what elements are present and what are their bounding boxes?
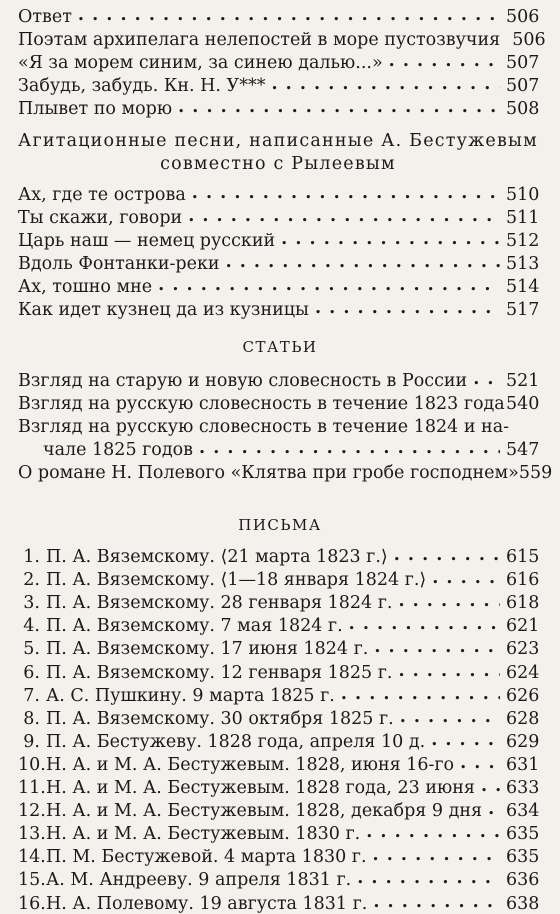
leader-dots: [192, 181, 500, 205]
entry-title-text: Н. А. Полевому. 19 августа 1831 г.: [46, 893, 368, 914]
toc-entry: [18, 390, 538, 414]
entry-page: 513: [506, 254, 540, 274]
entry-page: 624: [506, 662, 540, 683]
entry-number: 14.: [18, 847, 46, 868]
entry-page: 636: [506, 870, 540, 891]
entry-title: Взгляд на старую и новую словесность в России: [18, 371, 468, 391]
entry-page: 626: [506, 685, 540, 706]
entry-page: 507: [506, 76, 540, 96]
leader-dots: [226, 250, 500, 274]
entry-title: [18, 593, 392, 613]
entry-number: 10.: [18, 754, 46, 775]
letter-entry: [18, 728, 538, 752]
entry-number: 1.: [23, 547, 40, 567]
entry-page: 514: [506, 277, 540, 297]
entry-page: 629: [506, 731, 540, 752]
entry-number: 11.: [18, 778, 46, 798]
entry-number: 13.: [18, 824, 46, 845]
leader-dots: [357, 866, 500, 890]
entry-page: 547: [506, 440, 540, 460]
entry-title: [18, 616, 343, 636]
entry-title: [18, 686, 335, 706]
entry-title-text: П. А. Вяземскому. 30 октября 1825 г.: [46, 708, 394, 729]
entry-title: [18, 778, 475, 798]
toc-entry: [18, 49, 538, 73]
entry-page: 540: [506, 394, 540, 414]
entry-title: [18, 570, 426, 590]
letter-entry: [18, 566, 538, 590]
entry-number: 16.: [18, 893, 46, 914]
entry-title: О романе Н. Полевого «Клятва при гробе господнем»: [18, 463, 519, 483]
entry-title-text: П. М. Бестужевой. 4 марта 1830 г.: [46, 847, 367, 868]
entry-number: 12.: [18, 801, 46, 822]
leader-dots: [373, 843, 500, 867]
entry-page: 521: [506, 371, 540, 391]
entry-title-text: П. А. Вяземскому. 28 генваря 1824 г.: [46, 593, 393, 614]
leader-dots: [398, 659, 500, 683]
entry-title: Плывет по морю: [18, 99, 173, 119]
toc-entry: [18, 181, 538, 205]
leader-dots: [188, 204, 500, 228]
leader-dots: [341, 682, 500, 706]
entry-title-text: П. А. Вяземскому. 17 июня 1824 г.: [46, 639, 369, 660]
entry-page: 628: [506, 708, 540, 729]
entry-page: 631: [506, 754, 540, 775]
entry-page: 517: [506, 300, 540, 320]
entry-title-text: П. А. Вяземскому. 12 генваря 1825 г.: [46, 662, 393, 683]
leader-dots: [398, 589, 500, 613]
entry-page: 635: [506, 824, 540, 845]
leader-dots: [78, 3, 500, 27]
leader-dots: [178, 95, 500, 119]
entry-page: 559: [518, 463, 553, 483]
section-heading-line2: совместно с Рылеевым: [160, 154, 396, 174]
entry-title: [18, 547, 388, 567]
entry-number: 4.: [23, 616, 40, 637]
letter-entry: [18, 890, 538, 914]
entry-title: Взгляд на русскую словесность в течение 1824 и на-: [18, 417, 510, 437]
leader-dots: [394, 543, 500, 567]
letter-entry: [18, 589, 538, 613]
entry-number: 3.: [23, 593, 40, 614]
entry-number: 2.: [23, 570, 40, 591]
entry-number: 8.: [23, 708, 40, 729]
toc-entry: [18, 459, 553, 483]
entry-title: [18, 870, 351, 890]
entry-page: 510: [506, 185, 540, 205]
entry-page: 621: [506, 616, 540, 637]
letter-entry: [18, 659, 538, 683]
entry-page: 623: [506, 639, 540, 660]
leader-dots: [432, 566, 500, 590]
entry-title-text: Н. А. и М. А. Бестужевым. 1830 г.: [46, 824, 361, 845]
leader-dots: [389, 49, 500, 73]
entry-title: Ответ: [18, 7, 72, 27]
entry-title-text: П. А. Вяземскому. ⟨21 марта 1823 г.⟩: [46, 547, 388, 567]
toc-entry: [18, 413, 538, 437]
entry-number: 6.: [23, 662, 40, 683]
leader-dots: [488, 797, 500, 821]
entry-title: чале 1825 годов: [43, 440, 194, 460]
entry-number: 5.: [23, 639, 40, 660]
entry-page: 508: [506, 99, 540, 119]
letter-entry: [18, 820, 538, 844]
letter-entry: [18, 682, 538, 706]
toc-entry: [18, 72, 538, 96]
entry-title-text: Н. А. и М. А. Бестужевым. 1828, декабря 9 дня: [46, 801, 483, 822]
entry-title: Ты скажи, говори: [18, 208, 183, 228]
entry-title-text: А. С. Пушкину. 9 марта 1825 г.: [46, 685, 335, 706]
entry-title-text: А. М. Андрееву. 9 апреля 1831 г.: [46, 870, 352, 891]
letter-entry: [18, 866, 538, 890]
entry-page: 506: [506, 7, 540, 27]
letter-entry: [18, 774, 538, 798]
entry-number: 7.: [23, 685, 40, 706]
letter-entry: [18, 635, 538, 659]
entry-title: [18, 755, 454, 775]
leader-dots: [158, 273, 500, 297]
toc-entry: [18, 3, 538, 27]
leader-dots: [199, 436, 500, 460]
toc-entry: [18, 273, 538, 297]
letter-entry: [18, 843, 538, 867]
entry-title: Забудь, забудь. Кн. Н. У***: [18, 76, 266, 96]
entry-title: [18, 732, 425, 752]
letters-heading: ПИСЬМА: [238, 516, 322, 534]
entry-title-text: Н. А. и М. А. Бестужевым. 1828 года, 23 июня: [46, 778, 475, 798]
entry-title: Поэтам архипелага нелепостей в море пустозвучия: [18, 30, 501, 50]
entry-page: 615: [506, 547, 540, 567]
entry-title: «Я за морем синим, за синею далью...»: [18, 53, 383, 73]
leader-dots: [481, 774, 500, 798]
letter-entry: [18, 751, 538, 775]
letter-entry: [18, 612, 538, 636]
entry-page: 511: [506, 208, 540, 228]
entry-title-text: П. А. Вяземскому. 7 мая 1824 г.: [46, 616, 343, 637]
entry-page: 512: [506, 231, 540, 251]
entry-page: 507: [506, 53, 540, 73]
entry-page: 635: [506, 847, 540, 868]
leader-dots: [281, 227, 500, 251]
entry-page: 634: [506, 801, 540, 822]
section-heading-line1: Агитационные песни, написанные А. Бестужевым: [18, 131, 538, 151]
entry-page: 616: [506, 570, 540, 591]
leader-dots: [271, 72, 500, 96]
entry-title-text: П. А. Вяземскому. ⟨1—18 января 1824 г.⟩: [46, 570, 427, 591]
entry-page: 618: [506, 593, 540, 614]
leader-dots: [431, 728, 500, 752]
articles-heading: СТАТЬИ: [242, 338, 318, 356]
entry-title: [18, 824, 360, 844]
entry-number: 15.: [18, 870, 46, 891]
toc-entry: [18, 204, 538, 228]
toc-entry: [18, 367, 538, 391]
toc-entry: [18, 227, 538, 251]
entry-page: 506: [512, 30, 546, 50]
entry-number: 9.: [23, 731, 40, 752]
letter-entry: [18, 705, 538, 729]
entry-title-text: П. А. Бестужеву. 1828 года, апреля 10 д.: [46, 731, 426, 752]
letter-entry: [18, 797, 538, 821]
entry-title: [18, 663, 392, 683]
leader-dots: [373, 890, 500, 914]
entry-title: [18, 639, 368, 659]
toc-entry: [18, 296, 538, 320]
entry-page: 633: [506, 778, 540, 798]
letter-entry: [18, 543, 538, 567]
toc-entry: [18, 250, 538, 274]
toc-entry-continued: [43, 436, 538, 460]
entry-title: [18, 801, 482, 821]
entry-title-text: Н. А. и М. А. Бестужевым. 1828, июня 16-го: [46, 754, 455, 775]
leader-dots: [315, 296, 500, 320]
leader-dots: [400, 705, 500, 729]
leader-dots: [460, 751, 500, 775]
entry-title: Ах, тошно мне: [18, 277, 153, 297]
leader-dots: [349, 612, 500, 636]
entry-page: 638: [506, 893, 540, 914]
toc-entry: [18, 95, 538, 119]
entry-title: Взгляд на русскую словесность в течение 1823 года: [18, 394, 505, 414]
entry-title: Ах, где те острова: [18, 185, 186, 205]
entry-title: Вдоль Фонтанки-реки: [18, 254, 220, 274]
entry-title: [18, 847, 367, 867]
leader-dots: [366, 820, 500, 844]
leader-dots: [473, 367, 500, 391]
entry-title: Как идет кузнец да из кузницы: [18, 300, 309, 320]
toc-entry: [18, 26, 546, 50]
entry-title: Царь наш — немец русский: [18, 231, 276, 251]
leader-dots: [374, 635, 500, 659]
entry-title: [18, 709, 394, 729]
